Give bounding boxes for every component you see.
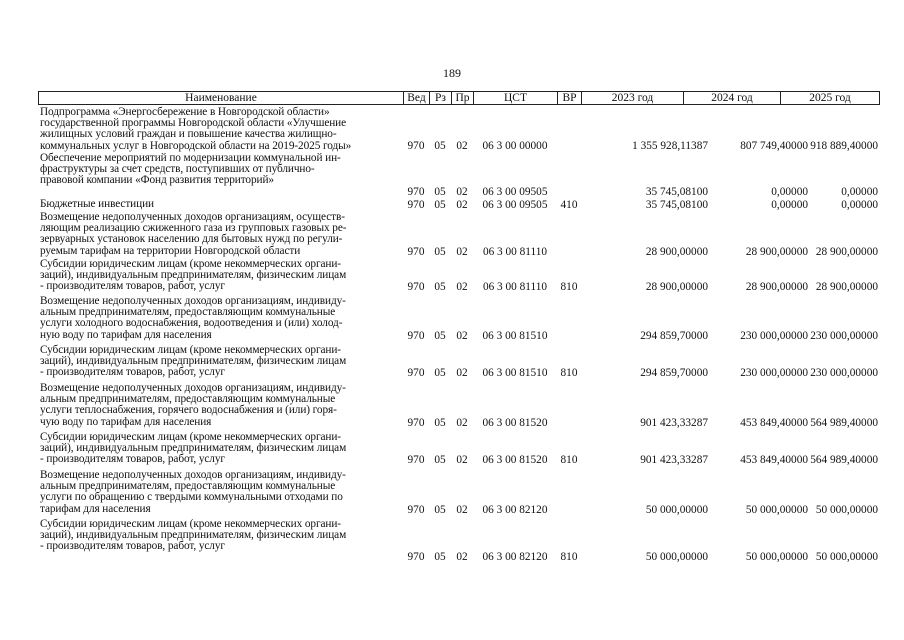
rz-cell: 05 bbox=[434, 280, 446, 293]
table-row bbox=[38, 383, 880, 429]
table-row bbox=[38, 212, 880, 258]
header-ved: Вед bbox=[404, 92, 430, 104]
header-cst: ЦСТ bbox=[474, 92, 558, 104]
vr-cell: 810 bbox=[560, 550, 578, 563]
amount-2025-cell: 0,00000 bbox=[841, 185, 878, 198]
header-name: Наименование bbox=[39, 92, 404, 104]
cst-cell: 06 3 00 82120 bbox=[482, 503, 548, 516]
row-name: Возмещение недополученных доходов организациям, индивиду- альным предпринимателям, предоставляющим коммунальные услуги по обращению с твердыми коммунальными отходами по тарифам для населения bbox=[40, 469, 346, 515]
vr-cell: 410 bbox=[560, 198, 578, 211]
pr-cell: 02 bbox=[456, 198, 468, 211]
table-row bbox=[38, 199, 880, 211]
amount-2024-cell: 807 749,40000 bbox=[740, 139, 808, 152]
table-row bbox=[38, 432, 880, 466]
header-rz: Рз bbox=[430, 92, 452, 104]
table-row bbox=[38, 259, 880, 293]
cst-cell: 06 3 00 81110 bbox=[482, 280, 548, 293]
pr-cell: 02 bbox=[456, 245, 468, 258]
amount-2024-cell: 0,00000 bbox=[771, 185, 808, 198]
cst-cell: 06 3 00 81510 bbox=[482, 329, 548, 342]
amount-2025-cell: 230 000,00000 bbox=[810, 366, 878, 379]
row-name: Возмещение недополученных доходов организациям, индивиду- альным предпринимателям, предоставляющим коммунальные услуги холодного водоснабжения, водоотведения и (или) холод- ную воду по тарифам для населения bbox=[40, 295, 346, 341]
pr-cell: 02 bbox=[456, 550, 468, 563]
cst-cell: 06 3 00 81110 bbox=[482, 245, 548, 258]
amount-2024-cell: 453 849,40000 bbox=[740, 453, 808, 466]
row-name: Субсидии юридическим лицам (кроме некоммерческих органи- заций), индивидуальным предпринимателям, физическим лицам - производителям товаров, работ, услуг bbox=[40, 344, 347, 379]
amount-2023-cell: 28 900,00000 bbox=[645, 280, 708, 293]
pr-cell: 02 bbox=[456, 280, 468, 293]
row-name: Обеспечение мероприятий по модернизации коммунальной ин- фраструктуры за счет средств, поступивших от публично- правовой компании «Фонд развития территорий» bbox=[40, 152, 341, 187]
rz-cell: 05 bbox=[434, 416, 446, 429]
amount-2025-cell: 50 000,00000 bbox=[815, 550, 878, 563]
table-row bbox=[38, 345, 880, 379]
rz-cell: 05 bbox=[434, 503, 446, 516]
ved-cell: 970 bbox=[407, 329, 425, 342]
row-name: Бюджетные инвестиции bbox=[40, 198, 154, 210]
ved-cell: 970 bbox=[407, 453, 425, 466]
rz-cell: 05 bbox=[434, 245, 446, 258]
rz-cell: 05 bbox=[434, 329, 446, 342]
header-pr: Пр bbox=[452, 92, 474, 104]
amount-2023-cell: 28 900,00000 bbox=[645, 245, 708, 258]
header-2025: 2025 год bbox=[809, 92, 851, 104]
amount-2025-cell: 28 900,00000 bbox=[815, 245, 878, 258]
ved-cell: 970 bbox=[407, 245, 425, 258]
amount-2024-cell: 230 000,00000 bbox=[740, 329, 808, 342]
amount-2025-cell: 918 889,40000 bbox=[810, 139, 878, 152]
pr-cell: 02 bbox=[456, 366, 468, 379]
table-row bbox=[38, 107, 880, 152]
header-vr: ВР bbox=[558, 92, 582, 104]
pr-cell: 02 bbox=[456, 503, 468, 516]
amount-2023-cell: 50 000,00000 bbox=[645, 503, 708, 516]
row-name: Подпрограмма «Энергосбережение в Новгородской области» государственной программы Новгородской области «Улучшение жилищных условий граждан и повышение качества жилищно- коммунальных услуг в Новгородской области на 2019-2025 годы» bbox=[40, 106, 352, 152]
amount-2024-cell: 28 900,00000 bbox=[745, 245, 808, 258]
ved-cell: 970 bbox=[407, 185, 425, 198]
amount-2025-cell: 564 989,40000 bbox=[810, 453, 878, 466]
table-header bbox=[38, 91, 880, 105]
amount-2023-cell: 294 859,70000 bbox=[640, 366, 708, 379]
table-row bbox=[38, 519, 880, 563]
amount-2023-cell: 901 423,33287 bbox=[640, 453, 708, 466]
row-name: Возмещение недополученных доходов организациям, осуществ- ляющим реализацию сжиженного газа из групповых газовых ре- зервуарных установок населению для бытовых нужд по регули- руемым тарифам на территории Новгородской области bbox=[40, 211, 347, 257]
rz-cell: 05 bbox=[434, 550, 446, 563]
amount-2025-cell: 230 000,00000 bbox=[810, 329, 878, 342]
pr-cell: 02 bbox=[456, 185, 468, 198]
pr-cell: 02 bbox=[456, 139, 468, 152]
vr-cell: 810 bbox=[560, 366, 578, 379]
ved-cell: 970 bbox=[407, 366, 425, 379]
page-number: 189 bbox=[443, 66, 461, 80]
amount-2023-cell: 50 000,00000 bbox=[645, 550, 708, 563]
header-2024: 2024 год bbox=[684, 92, 781, 104]
rz-cell: 05 bbox=[434, 139, 446, 152]
pr-cell: 02 bbox=[456, 416, 468, 429]
table-row bbox=[38, 153, 880, 198]
amount-2024-cell: 0,00000 bbox=[771, 198, 808, 211]
pr-cell: 02 bbox=[456, 453, 468, 466]
pr-cell: 02 bbox=[456, 329, 468, 342]
row-name: Субсидии юридическим лицам (кроме некоммерческих органи- заций), индивидуальным предпринимателям, физическим лицам - производителям товаров, работ, услуг bbox=[40, 431, 347, 466]
ved-cell: 970 bbox=[407, 503, 425, 516]
vr-cell: 810 bbox=[560, 280, 578, 293]
cst-cell: 06 3 00 00000 bbox=[482, 139, 548, 152]
row-name: Субсидии юридическим лицам (кроме некоммерческих органи- заций), индивидуальным предпринимателям, физическим лицам - производителям товаров, работ, услуг bbox=[40, 258, 347, 293]
cst-cell: 06 3 00 09505 bbox=[482, 198, 548, 211]
rz-cell: 05 bbox=[434, 198, 446, 211]
amount-2024-cell: 50 000,00000 bbox=[745, 503, 808, 516]
amount-2025-cell: 564 989,40000 bbox=[810, 416, 878, 429]
cst-cell: 06 3 00 81510 bbox=[482, 366, 548, 379]
ved-cell: 970 bbox=[407, 139, 425, 152]
row-name: Субсидии юридическим лицам (кроме некоммерческих органи- заций), индивидуальным предпринимателям, физическим лицам - производителям товаров, работ, услуг bbox=[40, 518, 347, 553]
amount-2023-cell: 35 745,08100 bbox=[645, 198, 708, 211]
header-2023: 2023 год bbox=[582, 92, 684, 104]
row-name: Возмещение недополученных доходов организациям, индивиду- альным предпринимателям, предоставляющим коммунальные услуги теплоснабжения, горячего водоснабжения и (или) горя- чую воду по тарифам для населения bbox=[40, 382, 346, 428]
cst-cell: 06 3 00 82120 bbox=[482, 550, 548, 563]
table-row bbox=[38, 296, 880, 342]
amount-2024-cell: 230 000,00000 bbox=[740, 366, 808, 379]
cst-cell: 06 3 00 81520 bbox=[482, 416, 548, 429]
amount-2023-cell: 901 423,33287 bbox=[640, 416, 708, 429]
cst-cell: 06 3 00 09505 bbox=[482, 185, 548, 198]
amount-2023-cell: 35 745,08100 bbox=[645, 185, 708, 198]
amount-2024-cell: 50 000,00000 bbox=[745, 550, 808, 563]
rz-cell: 05 bbox=[434, 185, 446, 198]
amount-2025-cell: 0,00000 bbox=[841, 198, 878, 211]
rz-cell: 05 bbox=[434, 453, 446, 466]
vr-cell: 810 bbox=[560, 453, 578, 466]
ved-cell: 970 bbox=[407, 550, 425, 563]
amount-2024-cell: 28 900,00000 bbox=[745, 280, 808, 293]
amount-2024-cell: 453 849,40000 bbox=[740, 416, 808, 429]
ved-cell: 970 bbox=[407, 416, 425, 429]
cst-cell: 06 3 00 81520 bbox=[482, 453, 548, 466]
amount-2025-cell: 28 900,00000 bbox=[815, 280, 878, 293]
amount-2023-cell: 294 859,70000 bbox=[640, 329, 708, 342]
table-row bbox=[38, 470, 880, 516]
ved-cell: 970 bbox=[407, 280, 425, 293]
amount-2025-cell: 50 000,00000 bbox=[815, 503, 878, 516]
rz-cell: 05 bbox=[434, 366, 446, 379]
amount-2023-cell: 1 355 928,11387 bbox=[632, 139, 708, 152]
ved-cell: 970 bbox=[407, 198, 425, 211]
